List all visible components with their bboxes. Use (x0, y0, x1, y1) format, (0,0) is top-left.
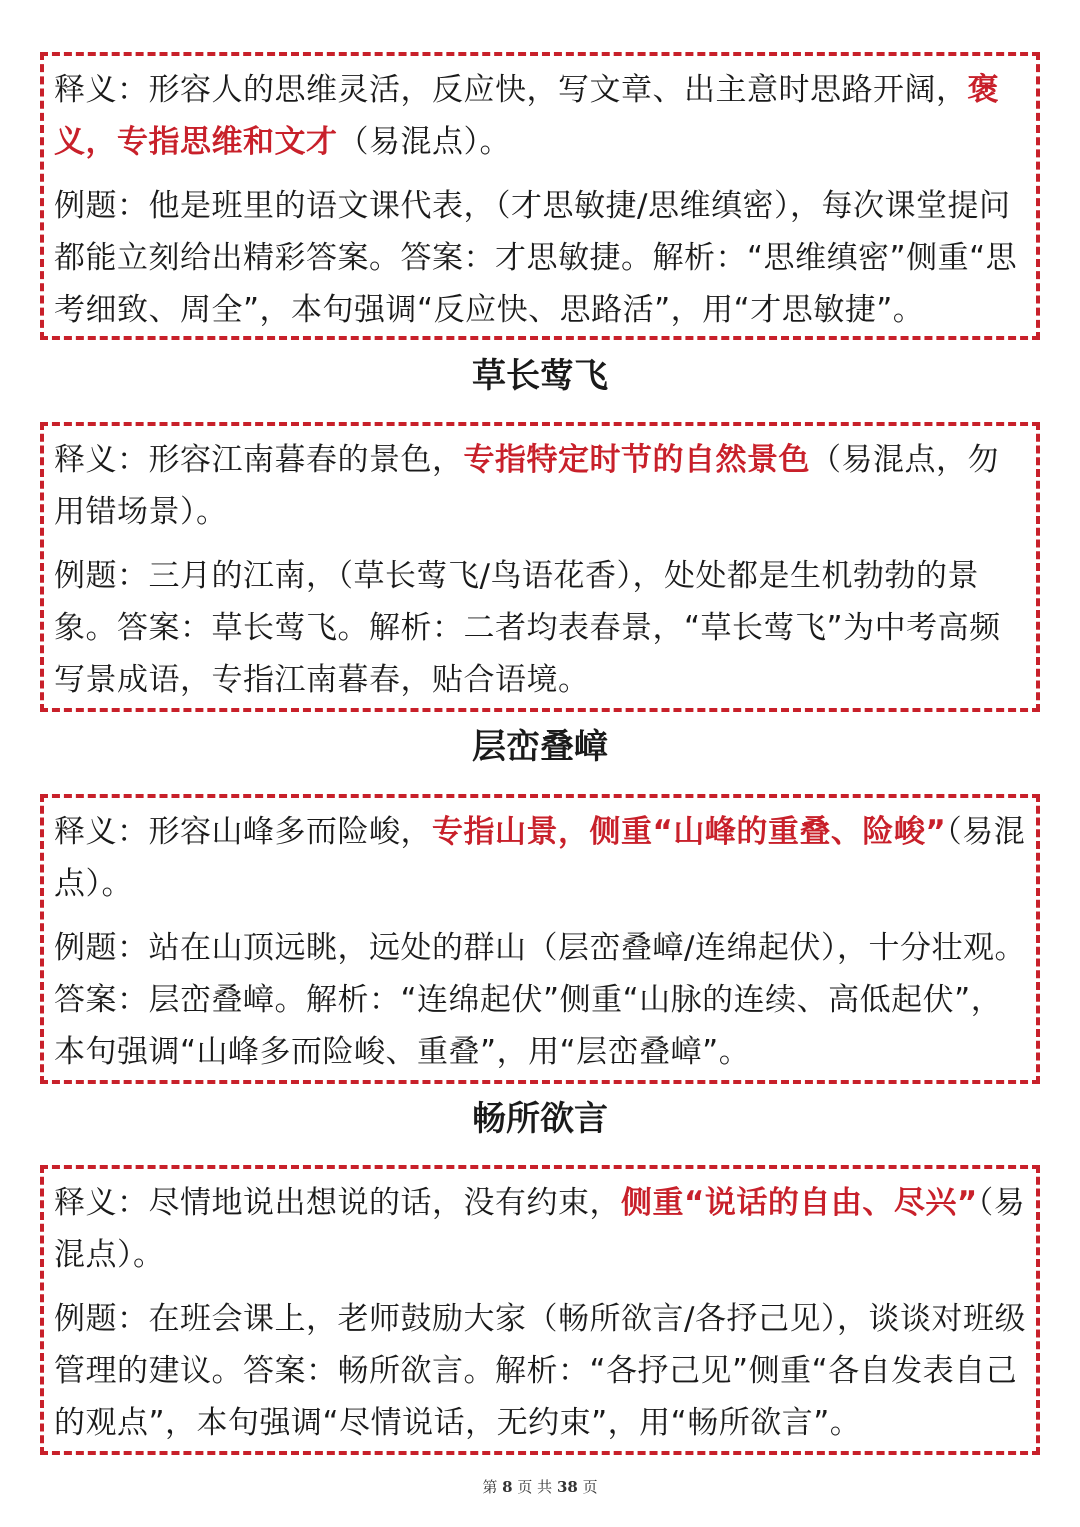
footer-middle: 页 共 (517, 1478, 553, 1496)
definition-tail: （易混点）。 (54, 814, 1026, 902)
definition-label: 释义： (54, 442, 149, 478)
example-label: 例题： (54, 930, 149, 966)
definition-tail: （易混点）。 (54, 1185, 1026, 1273)
footer-page-number: 8 (502, 1478, 513, 1496)
definition-highlight: 褒义，专指思维和文才 (54, 72, 999, 160)
page-footer (0, 1476, 1080, 1497)
definition-text: 形容江南暮春的景色， (148, 442, 464, 478)
example-text: 在班会课上，老师鼓励大家（畅所欲言/各抒己见），谈谈对班级管理的建议。答案：畅所欲言。解析：“各抒己见”侧重“各自发表自己的观点”，本句强调“尽情说话，无约束”，用“畅所欲言”。 (54, 1301, 1026, 1441)
definition-tail: （易混点，勿用错场景）。 (54, 442, 999, 530)
definition-label: 释义： (54, 72, 149, 108)
example-paragraph (54, 922, 1026, 1078)
definition-paragraph (54, 806, 1026, 910)
example-text: 站在山顶远眺，远处的群山（层峦叠嶂/连绵起伏），十分壮观。答案：层峦叠嶂。解析：“连绵起伏”侧重“山脉的连续、高低起伏”，本句强调“山峰多而险峻、重叠”，用“层峦叠嶂”。 (54, 930, 1026, 1070)
definition-paragraph (54, 64, 1026, 168)
idiom-heading-4: 畅所欲言 (472, 1099, 608, 1139)
definition-highlight: 侧重“说话的自由、尽兴” (621, 1185, 978, 1221)
footer-prefix: 第 (482, 1478, 498, 1496)
definition-tail: （易混点）。 (337, 124, 511, 160)
example-label: 例题： (54, 188, 149, 224)
example-paragraph (54, 550, 1026, 706)
entry-box-4 (40, 1165, 1040, 1455)
example-text: 他是班里的语文课代表，（才思敏捷/思维缜密），每次课堂提问都能立刻给出精彩答案。答案：才思敏捷。解析：“思维缜密”侧重“思考细致、周全”，本句强调“反应快、思路活”，用“才思敏捷”。 (54, 188, 1018, 328)
entry-box-1 (40, 52, 1040, 340)
footer-suffix: 页 (582, 1478, 598, 1496)
idiom-heading-2: 草长莺飞 (472, 356, 608, 396)
definition-text: 形容山峰多而险峻， (148, 814, 432, 850)
example-paragraph (54, 180, 1026, 336)
entry-box-2 (40, 422, 1040, 712)
example-label: 例题： (54, 1301, 149, 1337)
definition-label: 释义： (54, 1185, 149, 1221)
example-paragraph (54, 1293, 1026, 1449)
footer-total-pages: 38 (556, 1478, 578, 1496)
definition-paragraph (54, 434, 1026, 538)
entry-box-3 (40, 794, 1040, 1084)
definition-paragraph (54, 1177, 1026, 1281)
idiom-heading-3: 层峦叠嶂 (472, 727, 608, 767)
definition-label: 释义： (54, 814, 149, 850)
example-text: 三月的江南，（草长莺飞/鸟语花香），处处都是生机勃勃的景象。答案：草长莺飞。解析：二者均表春景，“草长莺飞”为中考高频写景成语，专指江南暮春，贴合语境。 (54, 558, 1001, 698)
definition-highlight: 专指特定时节的自然景色 (463, 442, 810, 478)
example-label: 例题： (54, 558, 149, 594)
definition-text: 形容人的思维灵活，反应快，写文章、出主意时思路开阔， (148, 72, 968, 108)
definition-text: 尽情地说出想说的话，没有约束， (148, 1185, 621, 1221)
definition-highlight: 专指山景，侧重“山峰的重叠、险峻” (432, 814, 947, 850)
